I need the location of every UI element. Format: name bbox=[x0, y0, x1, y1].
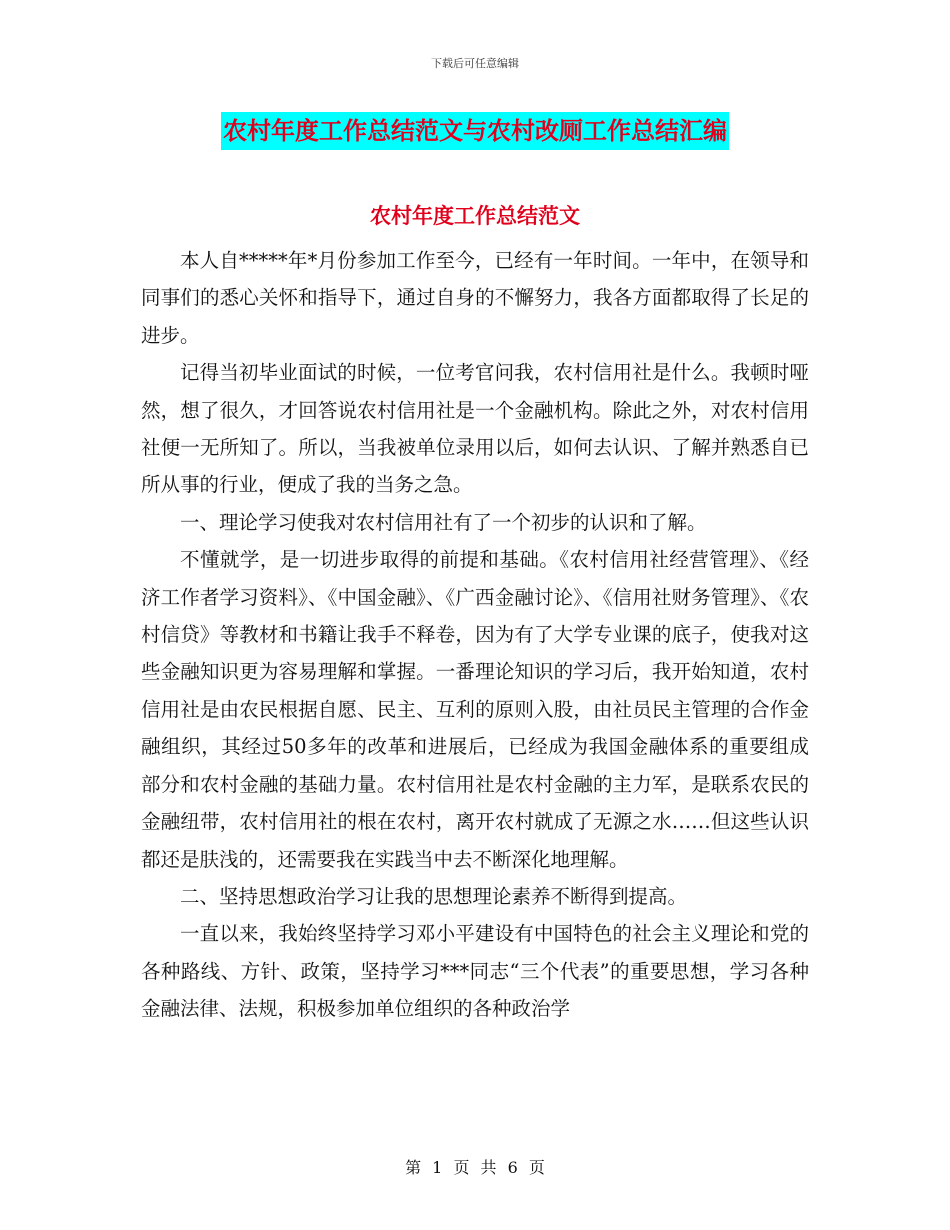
paragraph: 记得当初毕业面试的时候，一位考官问我，农村信用社是什么。我顿时哑然，想了很久，才回答说农村信用社是一个金融机构。除此之外，对农村信用社便一无所知了。所以，当我被单位录用以后，如何去认识、了解并熟悉自已所从事的行业，便成了我的当务之急。 bbox=[141, 361, 809, 497]
main-title-container bbox=[0, 112, 950, 150]
page-header-note: 下载后可任意编辑 bbox=[431, 57, 519, 70]
document-body bbox=[141, 242, 809, 1028]
paragraph: 本人自*****年*月份参加工作至今，已经有一年时间。一年中，在领导和同事们的悉心关怀和指导下，通过自身的不懈努力，我各方面都取得了长足的进步。 bbox=[141, 249, 809, 347]
paragraph: 一直以来，我始终坚持学习邓小平建设有中国特色的社会主义理论和党的各种路线、方针、政策，坚持学习***同志“三个代表”的重要思想，学习各种金融法律、法规，积极参加单位组织的各种政治学 bbox=[141, 922, 809, 1021]
section-title: 农村年度工作总结范文 bbox=[370, 203, 580, 228]
paragraph-heading: 二、坚持思想政治学习让我的思想理论素养不断得到提高。 bbox=[180, 884, 688, 908]
main-title: 农村年度工作总结范文与农村改厕工作总结汇编 bbox=[221, 112, 729, 150]
page-number: 第 1 页 共 6 页 bbox=[405, 1158, 545, 1177]
paragraph-heading: 一、理论学习使我对农村信用社有了一个初步的认识和了解。 bbox=[180, 510, 707, 534]
paragraph: 不懂就学，是一切进步取得的前提和基础。《农村信用社经营管理》、《经济工作者学习资料》、《中国金融》、《广西金融讨论》、《信用社财务管理》、《农村信贷》等教材和书籍让我手不释卷，因为有了大学专业课的底子，使我对这些金融知识更为容易理解和掌握。一番理论知识的学习后，我开始知道，农村信用社是由农民根据自愿、民主、互利的原则入股，由社员民主管理的合作金融组织，其经过50多年的改革和进展后，已经成为我国金融体系的重要组成部分和农村金融的基础力量。农村信用社是农村金融的主力军，是联系农民的金融纽带，农村信用社的根在农村，离开农村就成了无源之水……但这些认识都还是肤浅的，还需要我在实践当中去不断深化地理解。 bbox=[141, 548, 809, 871]
